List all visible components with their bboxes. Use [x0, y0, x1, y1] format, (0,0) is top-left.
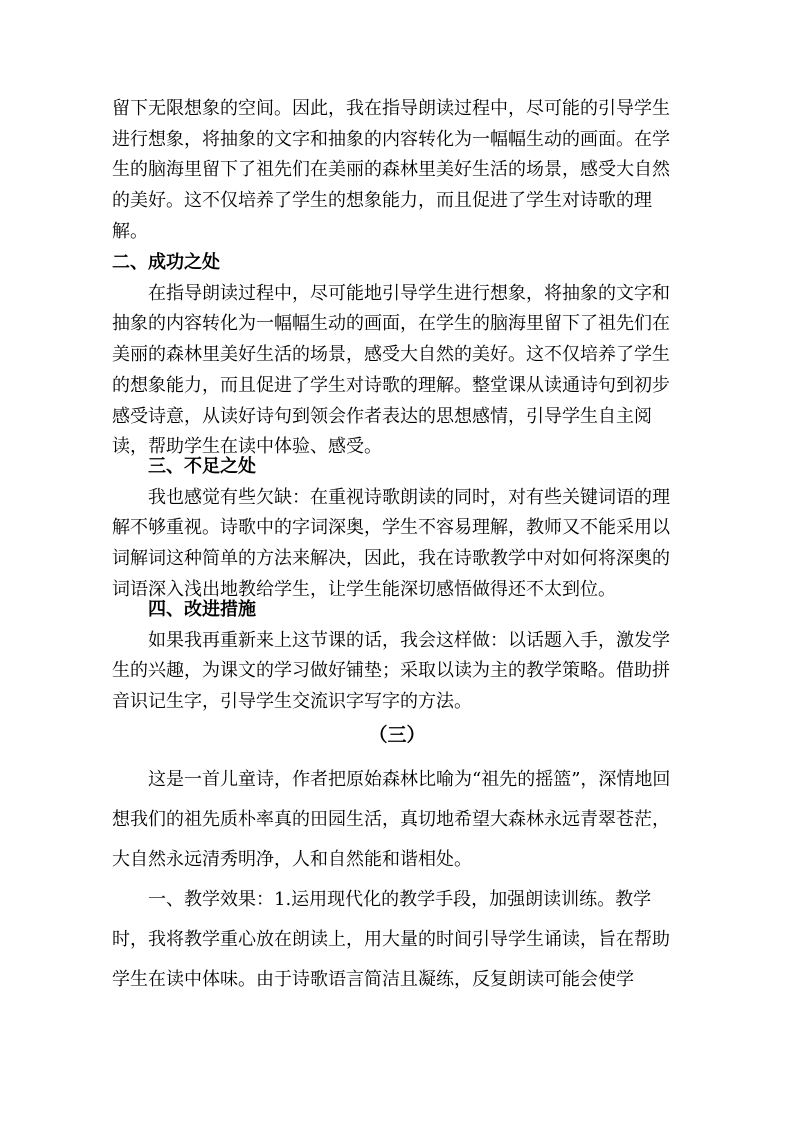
- effect-paragraph: 一、教学效果：1.运用现代化的教学手段，加强朗读训练。教学时，我将教学重心放在朗读上，用大量的时间引导学生诵读，旨在帮助学生在读中体味。由于诗歌语言简洁且凝练，反复朗读可能会使学: [112, 889, 670, 990]
- section-body-shortcomings: 我也感觉有些欠缺：在重视诗歌朗读的同时，对有些关键词语的理解不够重视。诗歌中的字词深奥，学生不容易理解，教师又不能采用以词解词这种简单的方法来解决，因此，我在诗歌教学中对如何将深奥的词语深入浅出地教给学生，让学生能深切感悟做得还不太到位。: [112, 486, 670, 600]
- effect-paragraph-block: [112, 880, 682, 1000]
- intro-paragraph-block: [112, 760, 682, 880]
- opening-paragraph-block: [112, 94, 682, 248]
- section-shortcomings: [112, 452, 682, 606]
- section-body-success: 在指导朗读过程中，尽可能地引导学生进行想象，将抽象的文字和抽象的内容转化为一幅幅生动的画面，在学生的脑海里留下了祖先们在美丽的森林里美好生活的场景，感受大自然的美好。这不仅培养了学生的想象能力，而且促进了学生对诗歌的理解。整堂课从读通诗句到初步感受诗意，从读好诗句到领会作者表达的思想感情，引导学生自主阅读，帮助学生在读中体验、感受。: [112, 282, 670, 458]
- opening-paragraph: 留下无限想象的空间。因此，我在指导朗读过程中，尽可能的引导学生进行想象，将抽象的文字和抽象的内容转化为一幅幅生动的画面。在学生的脑海里留下了祖先们在美丽的森林里美好生活的场景，感受大自然的美好。这不仅培养了学生的想象能力，而且促进了学生对诗歌的理解。: [112, 98, 670, 242]
- part-title: （三）: [368, 724, 426, 746]
- section-success: [112, 248, 682, 463]
- section-heading-improvements: 四、改进措施: [148, 599, 256, 620]
- section-improvements: [112, 595, 682, 718]
- section-heading-shortcomings: 三、不足之处: [148, 456, 256, 477]
- intro-paragraph: 这是一首儿童诗，作者把原始森林比喻为“祖先的摇篮”，深情地回想我们的祖先质朴率真的田园生活，真切地希望大森林永远青翠苍茫，大自然永远清秀明净，人和自然能和谐相处。: [112, 769, 671, 870]
- section-body-improvements: 如果我再重新来上这节课的话，我会这样做：以话题入手，激发学生的兴趣，为课文的学习做好铺垫；采取以读为主的教学策略。借助拼音识记生字，引导学生交流识字写字的方法。: [112, 629, 670, 713]
- section-heading-success: 二、成功之处: [112, 252, 220, 273]
